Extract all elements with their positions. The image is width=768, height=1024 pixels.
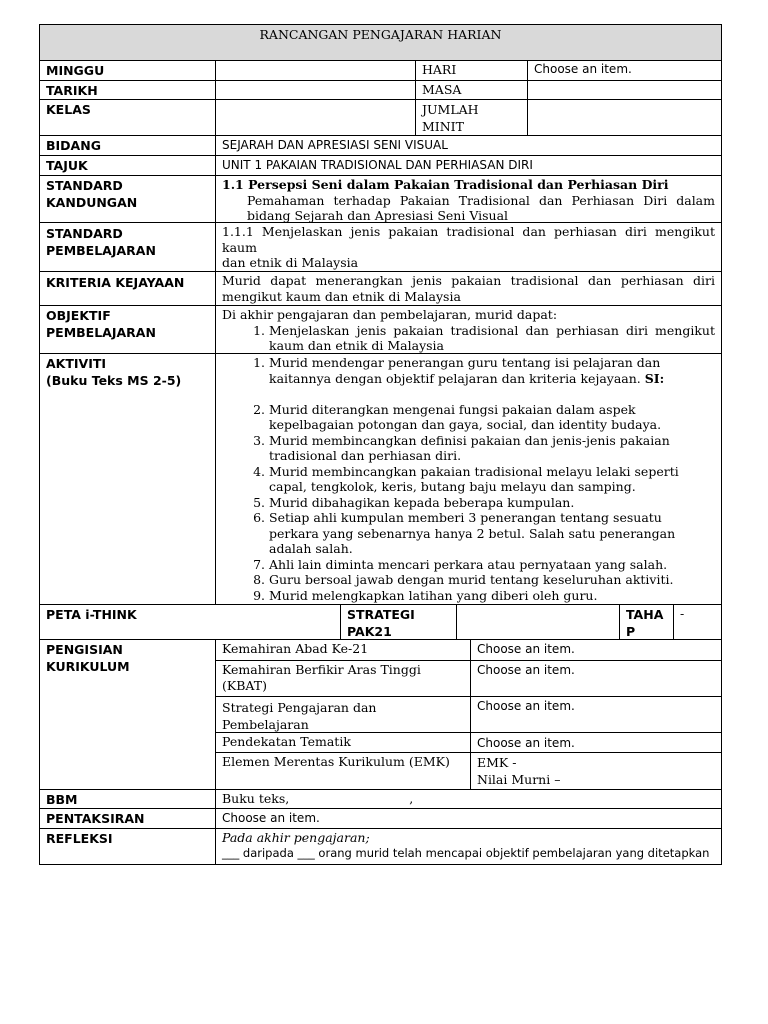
label-bidang: BIDANG <box>39 135 216 156</box>
label-obj-line1: OBJEKTIF <box>46 308 111 323</box>
field-masa[interactable] <box>527 80 722 100</box>
aktiviti-item: 7. Ahli lain diminta mencari perkara atau pernyataan yang salah. <box>269 557 685 573</box>
pk-label-tematik: Pendekatan Tematik <box>215 732 471 753</box>
aktiviti-item: 8. Guru bersoal jawab dengan murid tentang keseluruhan aktiviti. <box>269 572 685 588</box>
pk-label-strategi: Strategi Pengajaran dan Pembelajaran <box>215 696 471 733</box>
label-refleksi: REFLEKSI <box>39 828 216 865</box>
label-strategi-line2: PAK21 <box>347 624 392 639</box>
label-tajuk: TAJUK <box>39 155 216 176</box>
field-kelas[interactable] <box>215 99 416 136</box>
label-strategi-line1: STRATEGI <box>347 607 415 622</box>
label-tahap <box>619 604 674 640</box>
field-jumlah-minit[interactable] <box>527 99 722 136</box>
label-jumlah-line2: MINIT <box>422 119 464 134</box>
label-masa: MASA <box>415 80 528 100</box>
label-objektif <box>39 305 216 354</box>
label-peta-ithink: PETA i-THINK <box>39 604 341 640</box>
aktiviti-si: SI: <box>644 370 665 386</box>
pk-label-abad21: Kemahiran Abad Ke-21 <box>215 639 471 661</box>
label-sp-line1: STANDARD <box>46 226 123 241</box>
sk-heading: 1.1 Persepsi Seni dalam Pakaian Tradisional dan Perhiasan Diri <box>222 177 669 192</box>
label-obj-line2: PEMBELAJARAN <box>46 325 156 340</box>
dropdown-strategi[interactable]: Choose an item. <box>470 696 722 733</box>
label-minggu: MINGGU <box>39 60 216 81</box>
dropdown-kbat[interactable]: Choose an item. <box>470 660 722 697</box>
sp-line2: dan etnik di Malaysia <box>222 255 359 270</box>
aktiviti-item: 9. Murid melengkapkan latihan yang diberi oleh guru. <box>269 588 685 604</box>
emk-line1: EMK - <box>477 755 517 770</box>
value-bidang: SEJARAH DAN APRESIASI SENI VISUAL <box>215 135 722 156</box>
refleksi-line1: Pada akhir pengajaran; <box>222 830 370 845</box>
label-hari: HARI <box>415 60 528 81</box>
label-sp-line2: PEMBELAJARAN <box>46 243 156 258</box>
label-akt-line1: AKTIVITI <box>46 356 107 371</box>
label-akt-line2: (Buku Teks MS 2-5) <box>46 373 182 388</box>
obj-item: 1. Menjelaskan jenis pakaian tradisional dan perhiasan diri mengikut kaum dan etnik di Malaysia <box>269 323 715 354</box>
value-tajuk: UNIT 1 PAKAIAN TRADISIONAL DAN PERHIASAN DIRI <box>215 155 722 176</box>
value-tahap[interactable]: - <box>673 604 722 640</box>
dropdown-hari[interactable]: Choose an item. <box>527 60 722 81</box>
sk-body: Pemahaman terhadap Pakaian Tradisional dan Perhiasan Diri dalam bidang Sejarah dan Apresiasi Seni Visual <box>247 192 715 223</box>
value-refleksi[interactable] <box>215 828 722 865</box>
aktiviti-list <box>222 355 715 605</box>
aktiviti-item: 6. Setiap ahli kumpulan memberi 3 penerangan tentang sesuatu perkara yang sebenarnya hanya 2 betul. Salah satu penerangan adalah salah. <box>269 510 685 557</box>
label-bbm: BBM <box>39 789 216 809</box>
label-kriteria-kejayaan: KRITERIA KEJAYAAN <box>39 271 216 306</box>
label-strategi-pak21 <box>340 604 457 640</box>
label-pentaksiran: PENTAKSIRAN <box>39 808 216 829</box>
emk-line2: Nilai Murni – <box>477 772 561 787</box>
label-jumlah-line1: JUMLAH <box>422 102 479 117</box>
obj-list <box>222 323 715 354</box>
dropdown-tematik[interactable]: Choose an item. <box>470 732 722 753</box>
pk-label-emk: Elemen Merentas Kurikulum (EMK) <box>215 752 471 790</box>
field-strategi-pak21[interactable] <box>456 604 620 640</box>
value-standard-pembelajaran <box>215 222 722 272</box>
dropdown-abad21[interactable]: Choose an item. <box>470 639 722 661</box>
dropdown-pentaksiran[interactable]: Choose an item. <box>215 808 722 829</box>
pk-label-kbat: Kemahiran Berfikir Aras Tinggi (KBAT) <box>215 660 471 697</box>
label-kelas: KELAS <box>39 99 216 136</box>
label-tarikh: TARIKH <box>39 80 216 100</box>
aktiviti-item: 2. Murid diterangkan mengenai fungsi pakaian dalam aspek kepelbagaian potongan dan gaya, social, dan identity budaya. <box>269 402 685 433</box>
value-emk <box>470 752 722 790</box>
title-text: RANCANGAN PENGAJARAN HARIAN <box>259 27 502 42</box>
label-pengisian-kurikulum <box>39 639 216 790</box>
label-pk-line1: PENGISIAN <box>46 642 123 657</box>
aktiviti-item: 5. Murid dibahagikan kepada beberapa kumpulan. <box>269 495 685 511</box>
label-aktiviti <box>39 353 216 605</box>
refleksi-line2: ___ daripada ___ orang murid telah mencapai objektif pembelajaran yang ditetapkan <box>222 845 710 860</box>
label-pk-line2: KURIKULUM <box>46 659 130 674</box>
aktiviti-item: 4. Murid membincangkan pakaian tradisional melayu lelaki seperti capal, tengkolok, keris, butang baju melayu dan samping. <box>269 464 685 495</box>
label-jumlah-minit <box>415 99 528 136</box>
label-sk-line1: STANDARD <box>46 178 123 193</box>
field-tarikh[interactable] <box>215 80 416 100</box>
value-bbm[interactable] <box>215 789 722 809</box>
aktiviti-item <box>269 355 685 386</box>
label-sk-line2: KANDUNGAN <box>46 195 138 210</box>
value-standard-kandungan <box>215 175 722 223</box>
aktiviti-item-1-text: Murid mendengar penerangan guru tentang isi pelajaran dan kaitannya dengan objektif pelajaran dan kriteria kejayaan. <box>269 355 661 386</box>
bbm-text: Buku teks, <box>222 791 290 806</box>
obj-intro: Di akhir pengajaran dan pembelajaran, murid dapat: <box>222 307 558 322</box>
page-title <box>39 24 722 61</box>
label-standard-kandungan <box>39 175 216 223</box>
label-standard-pembelajaran <box>39 222 216 272</box>
sp-line1: 1.1.1 Menjelaskan jenis pakaian tradisional dan perhiasan diri mengikut kaum <box>222 224 715 255</box>
value-objektif <box>215 305 722 354</box>
value-kriteria-kejayaan: Murid dapat menerangkan jenis pakaian tradisional dan perhiasan diri mengikut kaum dan etnik di Malaysia <box>215 271 722 306</box>
value-aktiviti <box>215 353 722 605</box>
aktiviti-item: 3. Murid membincangkan definisi pakaian dan jenis-jenis pakaian tradisional dan perhiasan diri. <box>269 433 685 464</box>
label-tahap-line2: P <box>626 624 636 639</box>
bbm-comma: , <box>409 791 414 806</box>
field-minggu[interactable] <box>215 60 416 81</box>
label-tahap-line1: TAHA <box>626 607 664 622</box>
